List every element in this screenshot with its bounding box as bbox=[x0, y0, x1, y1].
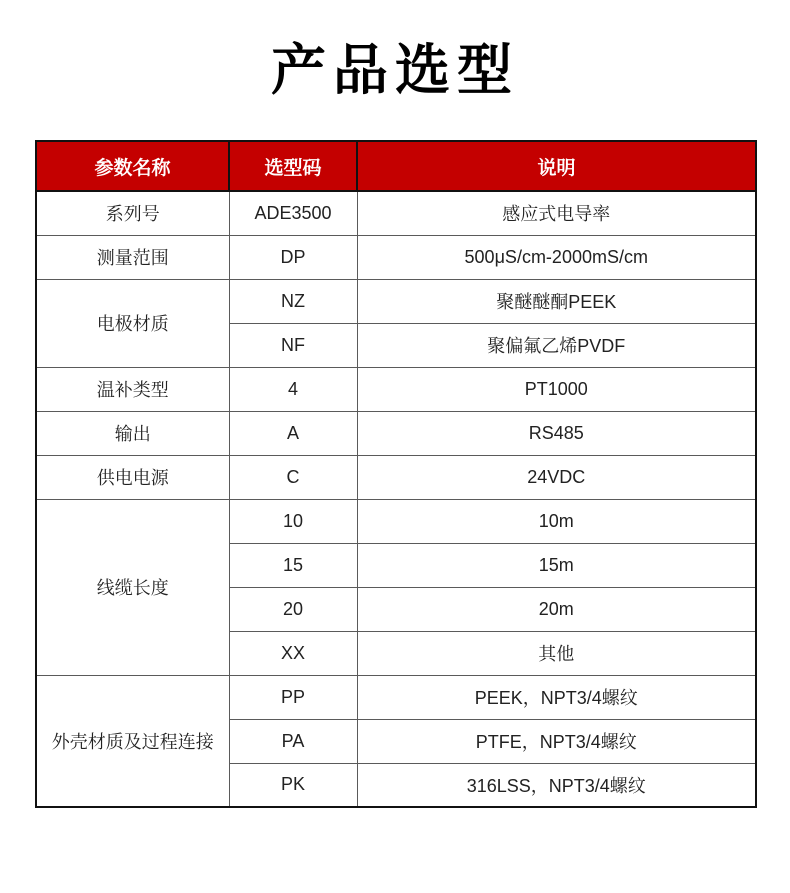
description-cell: 聚醚醚酮PEEK bbox=[357, 279, 756, 323]
selection-code-cell: XX bbox=[229, 631, 357, 675]
product-selection-table bbox=[35, 140, 757, 808]
selection-code-cell: 15 bbox=[229, 543, 357, 587]
parameter-name-cell: 测量范围 bbox=[36, 235, 229, 279]
table-row bbox=[36, 235, 756, 279]
description-cell: PTFE，NPT3/4螺纹 bbox=[357, 719, 756, 763]
table-row bbox=[36, 499, 756, 543]
table-row bbox=[36, 675, 756, 719]
selection-code-cell: PK bbox=[229, 763, 357, 807]
table-row bbox=[36, 279, 756, 323]
table-row bbox=[36, 191, 756, 235]
spec-table-body bbox=[36, 191, 756, 807]
description-cell: 500μS/cm-2000mS/cm bbox=[357, 235, 756, 279]
selection-code-cell: 4 bbox=[229, 367, 357, 411]
selection-code-cell: PA bbox=[229, 719, 357, 763]
column-header-selection-code: 选型码 bbox=[229, 141, 357, 191]
description-cell: PEEK，NPT3/4螺纹 bbox=[357, 675, 756, 719]
selection-code-cell: PP bbox=[229, 675, 357, 719]
page-title: 产品选型 bbox=[270, 39, 519, 101]
description-cell: 15m bbox=[357, 543, 756, 587]
selection-code-cell: NZ bbox=[229, 279, 357, 323]
parameter-name-cell: 线缆长度 bbox=[36, 499, 229, 675]
description-cell: 感应式电导率 bbox=[357, 191, 756, 235]
description-cell: PT1000 bbox=[357, 367, 756, 411]
selection-code-cell: A bbox=[229, 411, 357, 455]
description-cell: 其他 bbox=[357, 631, 756, 675]
table-row bbox=[36, 455, 756, 499]
parameter-name-cell: 供电电源 bbox=[36, 455, 229, 499]
column-header-parameter-name: 参数名称 bbox=[36, 141, 229, 191]
selection-code-cell: DP bbox=[229, 235, 357, 279]
table-row bbox=[36, 411, 756, 455]
parameter-name-cell: 系列号 bbox=[36, 191, 229, 235]
selection-code-cell: ADE3500 bbox=[229, 191, 357, 235]
parameter-name-cell: 输出 bbox=[36, 411, 229, 455]
table-header-row bbox=[36, 141, 756, 191]
parameter-name-cell: 温补类型 bbox=[36, 367, 229, 411]
column-header-description: 说明 bbox=[357, 141, 756, 191]
description-cell: 聚偏氟乙烯PVDF bbox=[357, 323, 756, 367]
selection-code-cell: NF bbox=[229, 323, 357, 367]
parameter-name-cell: 外壳材质及过程连接 bbox=[36, 675, 229, 807]
description-cell: 10m bbox=[357, 499, 756, 543]
description-cell: 316LSS，NPT3/4螺纹 bbox=[357, 763, 756, 807]
selection-code-cell: C bbox=[229, 455, 357, 499]
selection-code-cell: 20 bbox=[229, 587, 357, 631]
selection-code-cell: 10 bbox=[229, 499, 357, 543]
table-row bbox=[36, 367, 756, 411]
table-header bbox=[36, 141, 756, 191]
description-cell: 24VDC bbox=[357, 455, 756, 499]
description-cell: 20m bbox=[357, 587, 756, 631]
description-cell: RS485 bbox=[357, 411, 756, 455]
parameter-name-cell: 电极材质 bbox=[36, 279, 229, 367]
